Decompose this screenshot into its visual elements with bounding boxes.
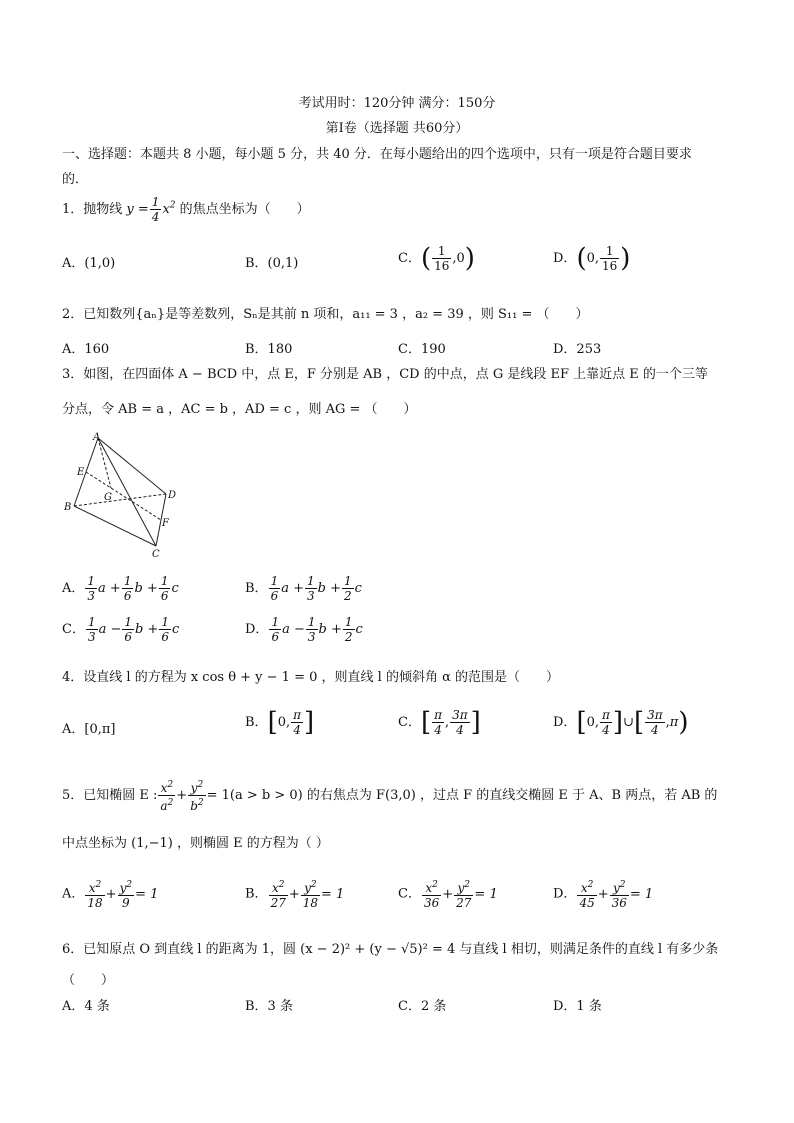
label-c: C (152, 549, 160, 558)
q1-formula: y = $\frac{1}{4}$ $x^2$ (126, 195, 176, 224)
q1-option-c: C．( $\frac{1}{16}$ ,0) (398, 243, 475, 274)
q5-option-c-label: C． (398, 886, 421, 902)
label-f: F (162, 518, 169, 529)
q3-option-b-label: B． (245, 581, 268, 596)
tetrahedron-figure (62, 430, 192, 558)
question-6-line1: 6．已知原点 O 到直线 l 的距离为 1，圆 (x − 2)² + (y − √5)² = 4 与直线 l 相切，则满足条件的直线 l 有多少条 (62, 942, 719, 957)
q1-suffix: 的焦点坐标为（ ） (179, 202, 310, 217)
q1-prefix: 1．抛物线 (62, 202, 123, 217)
q4-option-c-label: C． (398, 715, 421, 730)
q1-option-d: D．(0, $\frac{1}{16}$ ) (553, 243, 631, 274)
q3-option-a-label: A． (62, 581, 85, 596)
section-intro-line2: 的． (62, 172, 89, 187)
question-2: 2．已知数列{aₙ}是等差数列，Sₙ是其前 n 项和，a₁₁ = 3 ，a₂ = 39 ，则 S₁₁ = （ ） (62, 307, 589, 322)
label-g: G (104, 492, 112, 503)
label-b: B (64, 502, 72, 513)
q5-option-a: A． $\frac{x^2}{18}$ + $\frac{y^2}{9}$ = 1 (62, 880, 159, 910)
question-5-line2: 中点坐标为 (1,−1) ，则椭圆 E 的方程为（ ） (62, 836, 329, 851)
edge-bd (74, 494, 166, 506)
q5-prefix: 5．已知椭圆 E : (62, 788, 158, 803)
q6-option-c: C．2 条 (398, 999, 447, 1014)
q5-option-c: C． $\frac{x^2}{36}$ + $\frac{y^2}{27}$ = 1 (398, 880, 498, 910)
q3-option-b: B． $\frac{1}{6}$ a + $\frac{1}{3}$ b + $\frac{1}{2}$ c (245, 574, 362, 603)
edge-bc (74, 506, 156, 546)
q4-option-d: D．[0, $\frac{\pi}{4}$ ]∪[ $\frac{3\pi}{4}$ ,π) (553, 707, 689, 738)
q4-option-b: B．[0, $\frac{\pi}{4}$ ] (245, 707, 315, 738)
q3-option-c: C． $\frac{1}{3}$ a − $\frac{1}{6}$ b + $\frac{1}{6}$ c (62, 615, 180, 644)
q4-option-d-label: D． (553, 715, 577, 730)
q6-option-a: A．4 条 (62, 999, 110, 1014)
q4-option-c: C．[ $\frac{\pi}{4}$ , $\frac{3\pi}{4}$ ] (398, 707, 481, 738)
q5-option-d: D． $\frac{x^2}{45}$ + $\frac{y^2}{36}$ = 1 (553, 880, 654, 910)
q1-option-a: A．(1,0) (62, 256, 116, 271)
label-a: A (93, 432, 101, 443)
q2-option-c: C．190 (398, 342, 446, 357)
q5-option-b-label: B． (245, 886, 268, 902)
q1-option-c-label: C． (398, 251, 421, 266)
question-1 (62, 195, 310, 224)
question-4: 4．设直线 l 的方程为 x cos θ + y − 1 = 0 ，则直线 l 的倾斜角 α 的范围是（ ） (62, 670, 559, 685)
q1-option-b: B．(0,1) (245, 256, 299, 271)
q3-option-d-label: D． (245, 622, 269, 637)
section-intro-line1: 一、选择题：本题共 8 小题，每小题 5 分，共 40 分．在每小题给出的四个选项中，只有一项是符合题目要求 (62, 147, 692, 162)
q5-option-b: B． $\frac{x^2}{27}$ + $\frac{y^2}{18}$ = 1 (245, 880, 345, 910)
question-3-line2: 分点，令 AB = a ，AC = b ，AD = c ，则 AG = （ ） (62, 402, 417, 417)
q6-option-d: D．1 条 (553, 999, 602, 1014)
edge-ad (98, 438, 166, 494)
label-e: E (77, 467, 85, 478)
question-5-line1: 5．已知椭圆 E : $\frac{x^2}{a^2}$ + $\frac{y^2}{b^2}$ = 1(a > b > 0) 的右焦点为 F(3,0) ，过点 F 的直线交椭圆 E 于 A、B 两点，若 AB 的 (62, 780, 718, 813)
q3-option-d: D． $\frac{1}{6}$ a − $\frac{1}{3}$ b + $\frac{1}{2}$ c (245, 615, 363, 644)
q5-suffix: = 1(a > b > 0) 的右焦点为 F(3,0) ，过点 F 的直线交椭圆 E 于 A、B 两点，若 AB 的 (206, 788, 718, 803)
exam-time-score: 考试用时：120分钟 满分：150分 (298, 96, 496, 111)
volume-title: 第Ⅰ卷（选择题 共60分） (325, 121, 469, 136)
q2-option-a: A．160 (62, 342, 110, 357)
q1-option-d-label: D． (553, 251, 577, 266)
q6-option-b: B．3 条 (245, 999, 293, 1014)
question-6-line2: （ ） (62, 973, 115, 988)
q5-option-d-label: D． (553, 886, 577, 902)
q4-option-b-label: B． (245, 715, 268, 730)
q3-option-c-label: C． (62, 622, 85, 637)
q5-option-a-label: A． (62, 886, 85, 902)
q4-option-a: A．[0,π] (62, 722, 116, 737)
q2-option-d: D．253 (553, 342, 602, 357)
q2-option-b: B．180 (245, 342, 293, 357)
question-3-line1: 3．如图，在四面体 A − BCD 中，点 E，F 分别是 AB ，CD 的中点，点 G 是线段 EF 上靠近点 E 的一个三等 (62, 367, 708, 382)
q3-option-a: A． $\frac{1}{3}$ a + $\frac{1}{6}$ b + $\frac{1}{6}$ c (62, 574, 179, 603)
label-d: D (168, 490, 177, 501)
